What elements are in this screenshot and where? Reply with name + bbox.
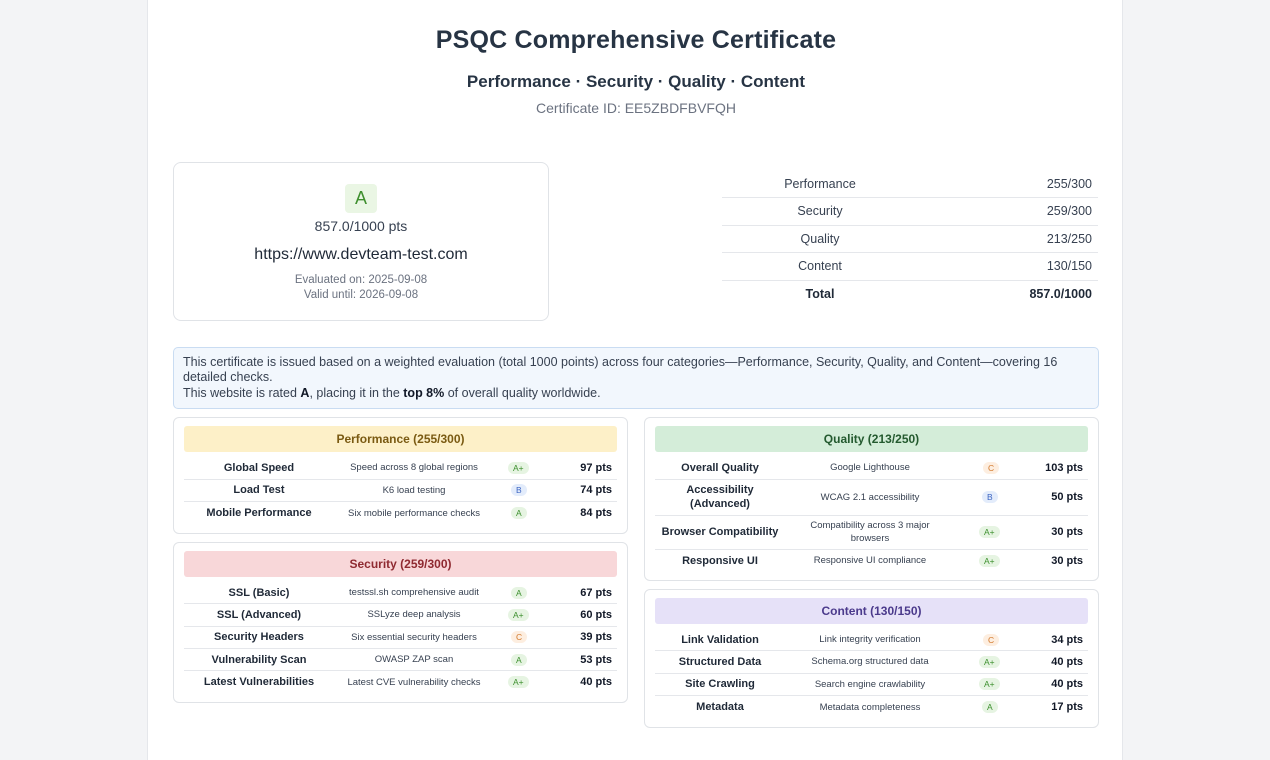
grade-badge: A+: [979, 526, 1000, 538]
summary-row: [722, 225, 1098, 253]
check-points: 30 pts: [1051, 554, 1083, 567]
content-rows: [655, 629, 1088, 718]
check-name: Structured Data: [678, 655, 762, 668]
evaluated-on: Evaluated on: 2025-09-08: [294, 274, 428, 286]
page-title: PSQC Comprehensive Certificate: [435, 26, 837, 54]
check-points: 60 pts: [580, 608, 612, 621]
check-description: testssl.sh comprehensive audit: [349, 587, 479, 599]
content-panel-title: Content (130/150): [655, 598, 1088, 624]
check-description: Google Lighthouse: [830, 462, 910, 474]
summary-row: [722, 198, 1098, 226]
table-row: [184, 502, 617, 525]
table-row: [655, 516, 1088, 550]
check-name: Browser Compatibility: [661, 526, 779, 538]
check-name: Mobile Performance: [206, 507, 312, 520]
grade-badge: A: [345, 184, 377, 213]
check-points: 34 pts: [1051, 633, 1083, 646]
grade-badge: C: [983, 634, 999, 646]
performance-rows: [184, 457, 617, 525]
site-url: https://www.devteam-test.com: [254, 246, 468, 263]
summary-row: [722, 253, 1098, 281]
check-name: Security Headers: [214, 631, 304, 644]
check-points: 40 pts: [1051, 678, 1083, 691]
table-row: [184, 671, 617, 693]
grade-badge: A+: [508, 462, 529, 474]
table-row: [655, 629, 1088, 651]
check-description: Speed across 8 global regions: [350, 462, 478, 474]
performance-panel-title: Performance (255/300): [184, 426, 617, 452]
check-description: Responsive UI compliance: [813, 555, 927, 567]
check-description: Six essential security headers: [351, 631, 477, 643]
check-description: Search engine crawlability: [814, 678, 926, 690]
notice-text: of overall quality worldwide.: [444, 386, 601, 400]
table-row: [655, 457, 1088, 480]
check-name: Accessibility (Advanced): [686, 484, 754, 510]
check-name: Vulnerability Scan: [211, 653, 307, 666]
grade-badge: A+: [508, 609, 529, 621]
check-points: 103 pts: [1045, 461, 1083, 474]
notice-line-2: [183, 386, 1089, 401]
check-description: K6 load testing: [382, 484, 446, 496]
check-name: SSL (Advanced): [216, 608, 302, 621]
table-row: [184, 582, 617, 604]
check-name: Responsive UI: [682, 554, 758, 567]
table-row: [655, 674, 1088, 696]
summary-category: Performance: [722, 170, 918, 198]
certificate-id: Certificate ID: EE5ZBDFBVFQH: [536, 100, 736, 116]
check-description: OWASP ZAP scan: [374, 654, 454, 666]
grade-badge: A: [511, 587, 527, 599]
check-name: Link Validation: [681, 633, 759, 646]
table-row: [184, 649, 617, 671]
check-points: 50 pts: [1051, 491, 1083, 503]
check-description: Metadata completeness: [819, 701, 921, 713]
grade-badge: A+: [979, 555, 1000, 567]
table-row: [655, 696, 1088, 718]
security-panel-title: Security (259/300): [184, 551, 617, 577]
check-description: WCAG 2.1 accessibility: [820, 491, 920, 503]
grade-badge: B: [982, 491, 998, 503]
notice-text: This website is rated: [183, 386, 301, 400]
summary-score: 857.0/1000: [1029, 287, 1092, 301]
notice-rank: top 8%: [403, 386, 445, 400]
check-name: Metadata: [696, 701, 744, 714]
check-points: 84 pts: [580, 507, 612, 520]
security-rows: [184, 582, 617, 693]
total-points: 857.0/1000 pts: [314, 218, 408, 234]
quality-panel: [644, 417, 1099, 581]
check-points: 97 pts: [580, 461, 612, 474]
summary-score: 130/150: [918, 253, 1098, 281]
check-description: Six mobile performance checks: [348, 507, 480, 519]
summary-category: Content: [722, 253, 918, 281]
check-points: 67 pts: [580, 586, 612, 599]
score-summary-table: [722, 170, 1098, 308]
summary-category: Quality: [722, 225, 918, 253]
valid-until: Valid until: 2026-09-08: [303, 289, 419, 301]
check-description: Link integrity verification: [819, 634, 921, 646]
grade-badge: A: [982, 701, 998, 713]
grade-badge: A+: [979, 678, 1000, 690]
security-panel: [173, 542, 628, 703]
grade-badge: A+: [979, 656, 1000, 668]
summary-score: 259/300: [918, 198, 1098, 226]
summary-total-row: [722, 280, 1098, 308]
content-panel: [644, 589, 1099, 728]
check-points: 74 pts: [580, 484, 612, 497]
summary-score: 255/300: [918, 170, 1098, 198]
summary-row: [722, 170, 1098, 198]
page-subtitle: Performance · Security · Quality · Content: [466, 72, 806, 91]
grade-badge: A+: [508, 676, 529, 688]
grade-badge: B: [511, 484, 527, 496]
check-points: 40 pts: [580, 676, 612, 689]
notice-grade: A: [300, 386, 310, 400]
check-name: Latest Vulnerabilities: [203, 676, 315, 689]
notice-text: , placing it in the: [309, 386, 404, 400]
check-name: SSL (Basic): [228, 586, 290, 599]
table-row: [184, 480, 617, 503]
check-points: 39 pts: [580, 631, 612, 644]
table-row: [655, 550, 1088, 573]
check-name: Global Speed: [223, 461, 295, 474]
summary-category: Security: [722, 198, 918, 226]
quality-rows: [655, 457, 1088, 572]
check-description: Schema.org structured data: [811, 656, 929, 668]
check-points: 30 pts: [1051, 526, 1083, 538]
check-description: Compatibility across 3 major browsers: [810, 520, 930, 544]
table-row: [655, 651, 1088, 673]
grade-card: [173, 162, 549, 321]
certificate-sheet: [147, 0, 1123, 760]
table-row: [184, 627, 617, 649]
grade-badge: A: [511, 507, 527, 519]
notice-line-1: This certificate is issued based on a weighted evaluation (total 1000 points) across four categories—Performance, Security, Quality, and Content—covering 16 detailed checks.: [183, 355, 1058, 384]
performance-panel: [173, 417, 628, 534]
check-name: Site Crawling: [685, 678, 755, 691]
evaluation-notice: [173, 347, 1099, 409]
check-points: 53 pts: [580, 653, 612, 666]
table-row: [184, 604, 617, 626]
table-row: [184, 457, 617, 480]
summary-category: Total: [805, 287, 835, 301]
check-name: Load Test: [233, 484, 285, 497]
check-name: Overall Quality: [681, 461, 759, 474]
check-points: 17 pts: [1051, 701, 1083, 714]
grade-badge: C: [983, 462, 999, 474]
grade-badge: C: [511, 631, 527, 643]
summary-score: 213/250: [918, 225, 1098, 253]
quality-panel-title: Quality (213/250): [655, 426, 1088, 452]
check-description: SSLyze deep analysis: [367, 609, 461, 621]
table-row: [655, 480, 1088, 516]
check-description: Latest CVE vulnerability checks: [347, 676, 481, 688]
grade-badge: A: [511, 654, 527, 666]
check-points: 40 pts: [1051, 655, 1083, 668]
